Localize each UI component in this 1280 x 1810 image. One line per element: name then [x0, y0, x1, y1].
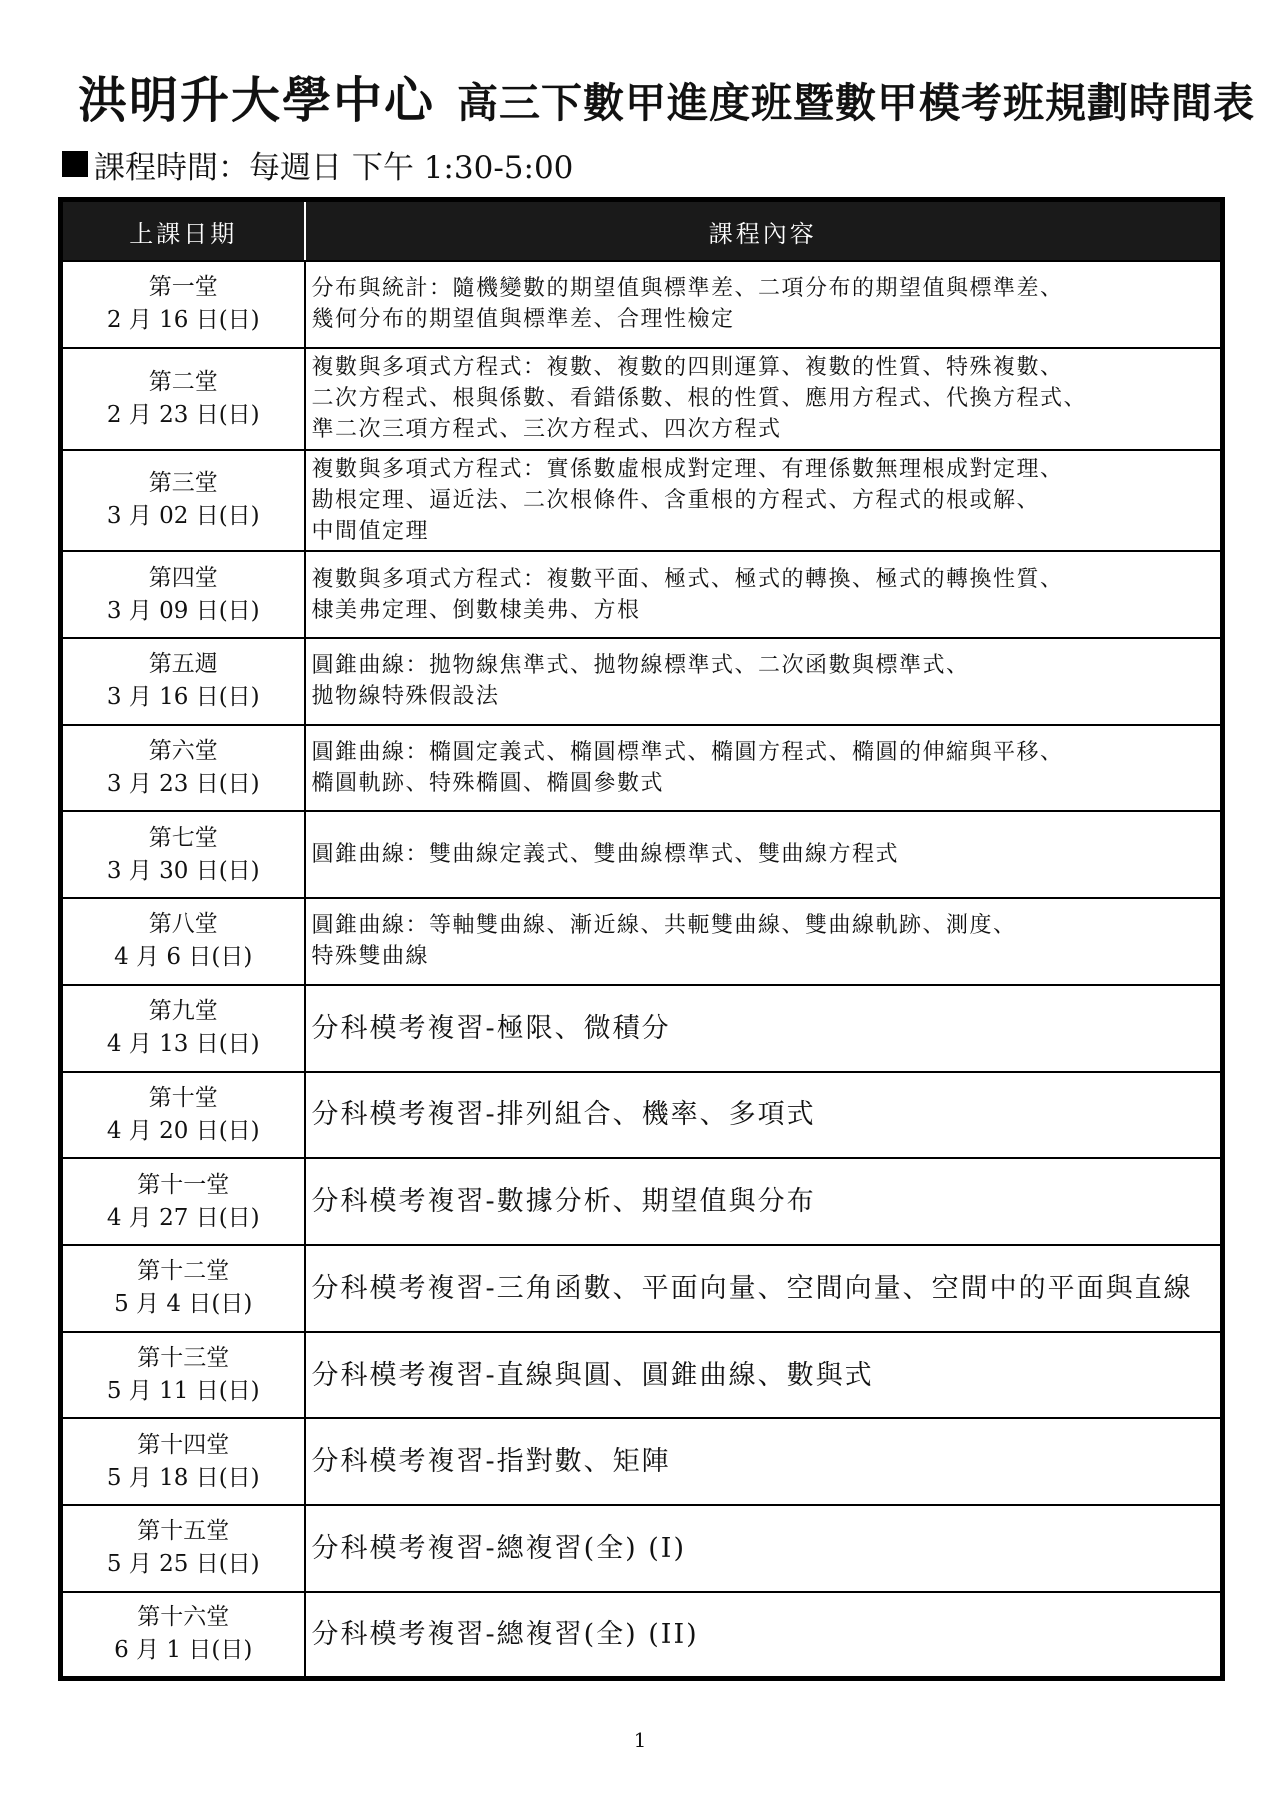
course-content-cell: [305, 261, 1223, 348]
session-date-cell: [61, 261, 305, 348]
course-content-line: 分科模考複習-排列組合、機率、多項式: [311, 1099, 816, 1131]
table-row: [61, 811, 1223, 898]
course-content-line: 複數與多項式方程式：實係數虛根成對定理、有理係數無理根成對定理、: [311, 456, 1064, 482]
table-row: [61, 1245, 1223, 1332]
course-content-cell: [305, 1505, 1223, 1592]
session-date-cell: [61, 1592, 305, 1679]
session-date: 3 月 09 日(日): [106, 597, 260, 624]
session-date: 6 月 1 日(日): [114, 1637, 253, 1664]
course-content-line: 特殊雙曲線: [311, 944, 430, 970]
session-date-cell: [61, 1158, 305, 1245]
course-content-cell: [305, 811, 1223, 898]
page-title: 高三下數甲進度班暨數甲模考班規劃時間表: [457, 79, 1256, 127]
session-label: 第一堂: [148, 274, 218, 301]
course-content-line: 分科模考複習-總複習(全) (II): [311, 1618, 699, 1650]
course-content-line: 分科模考複習-指對數、矩陣: [311, 1446, 671, 1478]
schedule-info: [62, 142, 573, 186]
course-content-cell: [305, 1592, 1223, 1679]
session-date-cell: [61, 811, 305, 898]
session-label: 第十一堂: [137, 1171, 230, 1198]
table-row: [61, 551, 1223, 638]
table-row: [61, 638, 1223, 725]
schedule-text: 課程時間：每週日 下午 1:30-5:00: [94, 149, 574, 186]
session-date: 3 月 30 日(日): [106, 857, 260, 884]
session-date-cell: [61, 725, 305, 812]
table-row: [61, 1505, 1223, 1592]
table-row: [61, 1332, 1223, 1419]
session-date-cell: [61, 1332, 305, 1419]
course-content-cell: [305, 638, 1223, 725]
course-content-cell: [305, 1245, 1223, 1332]
session-label: 第六堂: [148, 738, 218, 765]
table-row: [61, 1592, 1223, 1679]
session-label: 第十堂: [148, 1084, 218, 1111]
course-content-line: 分科模考複習-三角函數、平面向量、空間向量、空間中的平面與直線: [311, 1272, 1193, 1304]
course-content-line: 分布與統計：隨機變數的期望值與標準差、二項分布的期望值與標準差、: [311, 276, 1064, 302]
course-content-cell: [305, 551, 1223, 638]
course-content-line: 複數與多項式方程式：複數平面、極式、極式的轉換、極式的轉換性質、: [311, 566, 1064, 592]
session-date-cell: [61, 1418, 305, 1505]
course-content-line: 幾何分布的期望值與標準差、合理性檢定: [311, 307, 735, 333]
course-content-cell: [305, 348, 1223, 450]
course-content-line: 分科模考複習-總複習(全) (I): [311, 1532, 687, 1564]
course-content-cell: [305, 1332, 1223, 1419]
session-date-cell: [61, 450, 305, 552]
session-label: 第七堂: [148, 824, 218, 851]
table-row: [61, 1418, 1223, 1505]
session-date: 2 月 23 日(日): [106, 401, 260, 428]
course-content-line: 棣美弗定理、倒數棣美弗、方根: [311, 597, 641, 623]
course-content-line: 圓錐曲線：橢圓定義式、橢圓標準式、橢圓方程式、橢圓的伸縮與平移、: [311, 740, 1064, 766]
table-row: [61, 1158, 1223, 1245]
course-content-line: 圓錐曲線：拋物線焦準式、拋物線標準式、二次函數與標準式、: [311, 653, 970, 679]
session-date-cell: [61, 1505, 305, 1592]
table-row: [61, 450, 1223, 552]
session-label: 第十六堂: [137, 1604, 230, 1631]
session-label: 第二堂: [148, 368, 218, 395]
brand-name: 洪明升大學中心: [78, 72, 436, 129]
course-content-line: 橢圓軌跡、特殊橢圓、橢圓參數式: [311, 771, 665, 797]
course-content-cell: [305, 725, 1223, 812]
course-content-line: 圓錐曲線：雙曲線定義式、雙曲線標準式、雙曲線方程式: [311, 842, 900, 868]
table-row: [61, 261, 1223, 348]
course-content-line: 分科模考複習-數據分析、期望值與分布: [311, 1186, 816, 1218]
black-square-icon: [62, 151, 88, 177]
table-row: [61, 898, 1223, 985]
session-date: 2 月 16 日(日): [106, 307, 260, 334]
session-date-cell: [61, 898, 305, 985]
course-content-cell: [305, 1072, 1223, 1159]
session-date: 5 月 18 日(日): [106, 1464, 260, 1491]
course-content-line: 準二次三項方程式、三次方程式、四次方程式: [311, 417, 782, 443]
session-date-cell: [61, 551, 305, 638]
page-number: 1: [633, 1728, 647, 1752]
course-content-cell: [305, 1158, 1223, 1245]
session-date: 3 月 02 日(日): [106, 503, 260, 530]
session-date-cell: [61, 638, 305, 725]
session-date-cell: [61, 985, 305, 1072]
session-date-cell: [61, 1072, 305, 1159]
session-date: 4 月 27 日(日): [106, 1204, 260, 1231]
session-label: 第三堂: [148, 470, 218, 497]
session-date: 3 月 16 日(日): [106, 684, 260, 711]
column-header-content: 課程內容: [305, 200, 1223, 262]
course-content-line: 複數與多項式方程式：複數、複數的四則運算、複數的性質、特殊複數、: [311, 355, 1064, 381]
course-content-line: 分科模考複習-直線與圓、圓錐曲線、數與式: [311, 1359, 874, 1391]
course-content-cell: [305, 898, 1223, 985]
course-content-cell: [305, 450, 1223, 552]
course-content-line: 中間值定理: [311, 518, 430, 544]
session-label: 第十二堂: [137, 1258, 230, 1285]
table-row: [61, 985, 1223, 1072]
session-label: 第十四堂: [137, 1431, 230, 1458]
session-date: 3 月 23 日(日): [106, 771, 260, 798]
table-row: [61, 725, 1223, 812]
table-header-row: [61, 200, 1223, 262]
schedule-table: [58, 197, 1225, 1681]
session-label: 第四堂: [148, 564, 218, 591]
course-content-cell: [305, 985, 1223, 1072]
session-label: 第十三堂: [137, 1345, 230, 1371]
course-content-line: 拋物線特殊假設法: [311, 684, 500, 710]
session-label: 第八堂: [148, 911, 218, 938]
session-label: 第五週: [148, 651, 218, 678]
column-header-date: 上課日期: [61, 200, 305, 262]
session-label: 第十五堂: [137, 1518, 230, 1545]
session-date: 4 月 20 日(日): [106, 1117, 260, 1144]
session-date: 5 月 25 日(日): [106, 1551, 260, 1578]
session-date-cell: [61, 348, 305, 450]
session-date: 4 月 6 日(日): [114, 944, 253, 971]
course-content-line: 勘根定理、逼近法、二次根條件、含重根的方程式、方程式的根或解、: [311, 487, 1041, 513]
schedule-table-body: [61, 261, 1223, 1679]
course-content-line: 分科模考複習-極限、微積分: [311, 1012, 671, 1044]
session-date: 5 月 4 日(日): [114, 1291, 253, 1318]
session-date: 4 月 13 日(日): [106, 1031, 260, 1058]
session-date-cell: [61, 1245, 305, 1332]
table-row: [61, 1072, 1223, 1159]
session-label: 第九堂: [148, 998, 218, 1025]
course-content-cell: [305, 1418, 1223, 1505]
course-content-line: 圓錐曲線：等軸雙曲線、漸近線、共軛雙曲線、雙曲線軌跡、測度、: [311, 913, 1017, 939]
table-row: [61, 348, 1223, 450]
session-date: 5 月 11 日(日): [106, 1378, 260, 1404]
document-title: [78, 62, 1256, 129]
course-content-line: 二次方程式、根與係數、看錯係數、根的性質、應用方程式、代換方程式、: [311, 386, 1088, 412]
